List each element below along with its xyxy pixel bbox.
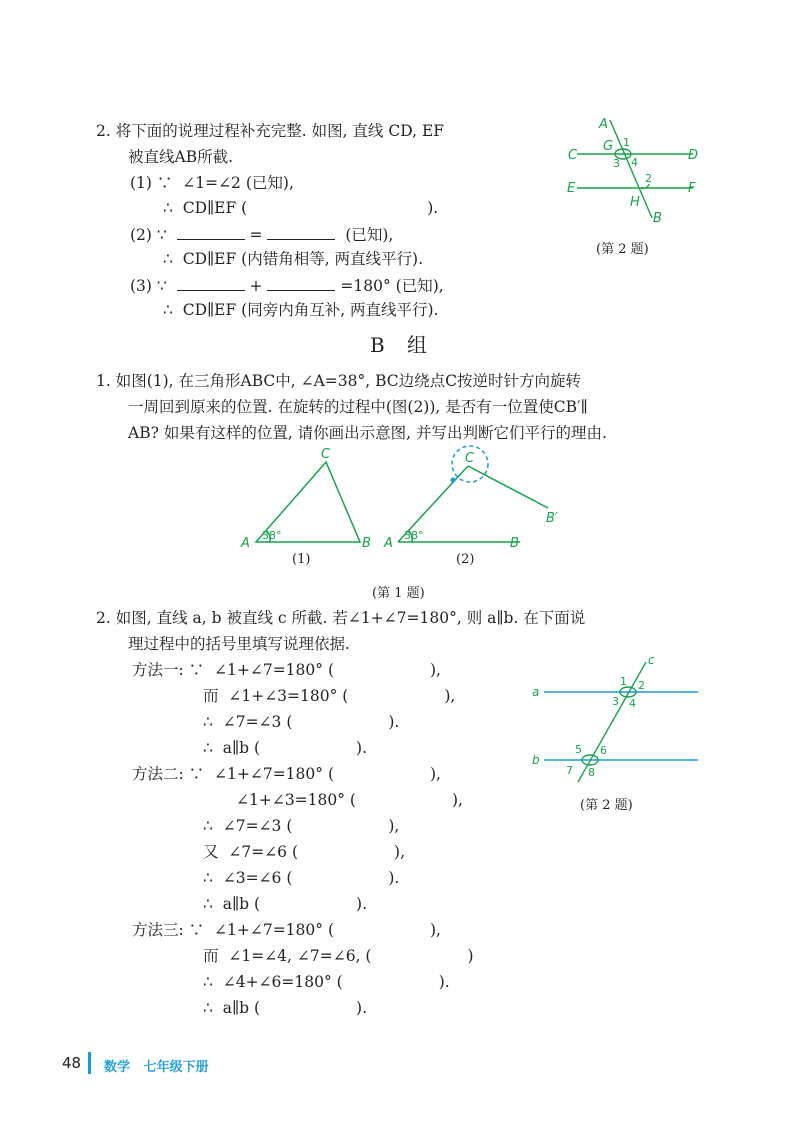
m1-step: ∴ ∠7=∠3 ( ). bbox=[203, 713, 400, 731]
blank[interactable] bbox=[177, 274, 245, 291]
svg-text:3: 3 bbox=[613, 157, 620, 170]
label-g: G bbox=[603, 139, 614, 154]
b1-line3: AB? 如果有这样的位置, 请你画出示意图, 并写出判断它们平行的理由. bbox=[128, 424, 607, 442]
figure-cd-ef-ab bbox=[555, 112, 715, 242]
line-c bbox=[578, 662, 646, 782]
figure-triangle-1 bbox=[236, 446, 386, 576]
svg-text:6: 6 bbox=[600, 744, 607, 757]
label-c: C bbox=[568, 148, 578, 163]
m2-step: 方法二: ∵ ∠1+∠7=180° ( ), bbox=[132, 765, 441, 783]
m1-step: 而 ∠1+∠3=180° ( ), bbox=[203, 687, 456, 705]
label-d: D bbox=[688, 148, 699, 163]
b2-line2: 理过程中的括号里填写说理依据. bbox=[128, 635, 350, 653]
svg-text:1: 1 bbox=[623, 136, 630, 149]
m3-step: ∴ a∥b ( ). bbox=[203, 999, 367, 1017]
step-1a: (1) ∵ ∠1=∠2 (已知), bbox=[130, 174, 294, 192]
figure-parallel-lines bbox=[528, 654, 708, 784]
step-3b: ∴ CD∥EF (同旁内角互补, 两直线平行). bbox=[163, 301, 439, 319]
fig1-caption: (1) bbox=[292, 552, 311, 567]
svg-text:7: 7 bbox=[566, 764, 573, 777]
step-3a: (3) ∵ + =180° (已知), bbox=[130, 274, 444, 297]
svg-text:a: a bbox=[532, 685, 540, 699]
footer-book-title: 数学 七年级下册 bbox=[104, 1060, 209, 1075]
svg-text:C: C bbox=[321, 447, 331, 462]
label-h: H bbox=[630, 195, 640, 210]
svg-text:A: A bbox=[384, 536, 393, 551]
m1-step: ∴ a∥b ( ). bbox=[203, 739, 367, 757]
m1-step: 方法一: ∵ ∠1+∠7=180° ( ), bbox=[132, 661, 441, 679]
fig2-caption: (2) bbox=[456, 552, 475, 567]
b1-line1: 1. 如图(1), 在三角形ABC中, ∠A=38°, BC边绕点C按逆时针方向旋转 bbox=[96, 372, 582, 390]
svg-text:2: 2 bbox=[645, 172, 652, 185]
svg-text:8: 8 bbox=[588, 766, 595, 779]
m2-step: ∴ a∥b ( ). bbox=[203, 895, 367, 913]
svg-text:b: b bbox=[532, 753, 540, 767]
svg-text:c: c bbox=[648, 653, 655, 667]
m2-step: 又 ∠7=∠6 ( ), bbox=[203, 843, 405, 861]
m3-step: 方法三: ∵ ∠1+∠7=180° ( ), bbox=[132, 921, 441, 939]
m2-step: ∠1+∠3=180° ( ), bbox=[236, 791, 463, 809]
step-2a: (2) ∵ = (已知), bbox=[130, 223, 393, 246]
problem-2a-line2: 被直线AB所截. bbox=[128, 148, 234, 166]
m3-step: ∴ ∠4+∠6=180° ( ). bbox=[203, 973, 450, 991]
svg-text:C: C bbox=[465, 451, 475, 466]
svg-text:1: 1 bbox=[620, 675, 627, 688]
svg-text:38°: 38° bbox=[262, 529, 282, 542]
svg-text:4: 4 bbox=[631, 156, 638, 169]
b1-line2: 一周回到原来的位置. 在旋转的过程中(图(2)), 是否有一位置使CB′∥ bbox=[128, 398, 588, 416]
svg-text:B: B bbox=[362, 536, 371, 551]
footer-divider bbox=[88, 1052, 91, 1074]
b2-line1: 2. 如图, 直线 a, b 被直线 c 所截. 若∠1+∠7=180°, 则 a∥b. 在下面说 bbox=[96, 609, 586, 627]
label-a: A bbox=[599, 117, 608, 132]
svg-text:3: 3 bbox=[612, 695, 619, 708]
page-number: 48 bbox=[62, 1054, 82, 1072]
svg-text:B: B bbox=[510, 536, 519, 551]
step-2b: ∴ CD∥EF (内错角相等, 两直线平行). bbox=[163, 250, 424, 268]
m3-step: 而 ∠1=∠4, ∠7=∠6, ( ) bbox=[203, 947, 474, 965]
svg-text:38°: 38° bbox=[404, 529, 424, 542]
group-b-heading: B 组 bbox=[370, 333, 436, 357]
figure-triangle-2 bbox=[380, 444, 580, 574]
svg-text:A: A bbox=[241, 536, 250, 551]
label-f: F bbox=[688, 181, 696, 196]
m2-step: ∴ ∠7=∠3 ( ), bbox=[203, 817, 400, 835]
label-e: E bbox=[567, 181, 576, 196]
blank[interactable] bbox=[267, 223, 335, 240]
problem-2a-line1: 2. 将下面的说理过程补充完整. 如图, 直线 CD, EF bbox=[96, 122, 445, 140]
label-b: B bbox=[653, 211, 662, 226]
fig3-caption: (第 2 题) bbox=[580, 798, 633, 813]
figure-caption: (第 2 题) bbox=[596, 242, 649, 257]
blank[interactable] bbox=[267, 274, 335, 291]
m2-step: ∴ ∠3=∠6 ( ). bbox=[203, 869, 400, 887]
svg-text:2: 2 bbox=[638, 679, 645, 692]
svg-text:5: 5 bbox=[575, 743, 582, 756]
step-1b: ∴ CD∥EF ( ). bbox=[163, 199, 439, 217]
blank[interactable] bbox=[177, 223, 245, 240]
svg-text:B′: B′ bbox=[546, 511, 558, 526]
figs-caption: (第 1 题) bbox=[372, 586, 425, 601]
svg-text:4: 4 bbox=[629, 697, 636, 710]
